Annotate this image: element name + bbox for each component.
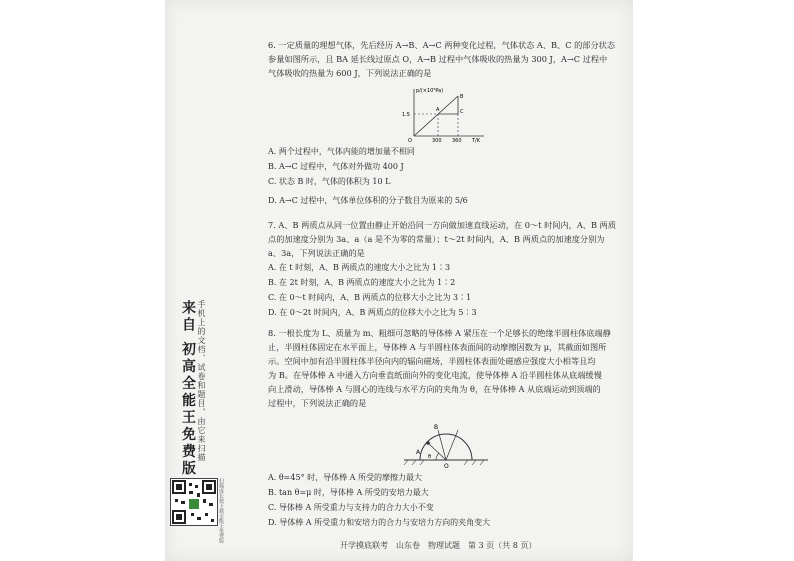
option-c: C. 导体棒 A 所受重力与支持力的合力大小不变: [268, 503, 434, 512]
label-b: B: [434, 424, 439, 431]
page-footer: 开学摸底联考 山东卷 物理试题 第 3 页（共 8 页）: [340, 541, 537, 550]
q8-line: 止，半圆柱体固定在水平面上，导体棒 A 与半圆柱体表面间的动摩擦因数为 μ，其截面如图所: [268, 342, 607, 352]
option-d: D. A→C 过程中，气体单位体积的分子数目为原来的 5/6: [268, 196, 468, 205]
qr-caption: 扫描或长按下载全能王免费版: [218, 478, 224, 543]
q6-line: 6. 一定质量的理想气体，先后经历 A→B、A→C 两种变化过程，气体状态 A、B、C 的部分状态: [268, 40, 616, 50]
option-d: D. 导体棒 A 所受重力和安培力的合力与安培力方向的夹角变大: [268, 518, 491, 527]
watermark-title: 来自 初高全能王免费版: [180, 300, 196, 478]
q6-line: 参量如图所示，且 BA 延长线过原点 O，A→B 过程中气体吸收的热量为 300 J，A→C 过程中: [268, 54, 608, 64]
point-a-label: A: [436, 107, 440, 113]
q6-line: 气体吸收的热量为 600 J，下列说法正确的是: [268, 68, 432, 78]
watermark-subtitle: 手机上的文档、试卷和题目，由它来扫描: [197, 300, 206, 462]
pt-graph: [400, 86, 490, 144]
question-6: [268, 38, 618, 80]
option-a: A. 在 t 时刻，A、B 两质点的速度大小之比为 1∶3: [268, 263, 451, 272]
option-a: A. θ=45° 时，导体棒 A 所受的摩擦力最大: [268, 473, 422, 482]
x-tick-label: 300: [432, 138, 442, 144]
q8-line: 过程中，下列说法正确的是: [268, 398, 367, 408]
point-c-label: C: [460, 109, 464, 115]
q7-line: 点的加速度分别为 3a、a（a 是不为零的常量）；t～2t 时间内，A、B 两质点的加速度分别为: [268, 234, 605, 244]
q7-line: a、3a，下列说法正确的是: [268, 248, 365, 258]
option-b: B. 在 2t 时刻，A、B 两质点的速度大小之比为 1∶2: [268, 278, 456, 287]
q8-line: 8. 一根长度为 L、质量为 m、粗细可忽略的导体棒 A 紧压在一个足够长的绝缘半圆柱体底端静: [268, 328, 611, 338]
option-b: B. tan θ=μ 时，导体棒 A 所受的安培力最大: [268, 488, 429, 497]
q6-options: [268, 144, 618, 208]
q8-line: 示。空间中加有沿半圆柱体半径向内的辐向磁场，半圆柱体表面处磁感应强度大小相等且均: [268, 356, 596, 366]
label-o: O: [444, 463, 449, 470]
option-c: C. 在 0～t 时间内，A、B 两质点的位移大小之比为 3∶1: [268, 293, 472, 302]
half-cylinder-figure: [398, 420, 494, 470]
x-tick-label: 360: [452, 138, 462, 144]
q8-options: [268, 470, 618, 530]
option-c: C. 状态 B 时，气体的体积为 10 L: [268, 177, 391, 186]
point-b-label: B: [460, 94, 464, 100]
y-axis-label: p/(×10⁵Pa): [416, 88, 444, 94]
q8-line: 为 B。在导体棒 A 中通入方向垂直纸面向外的变化电流，使导体棒 A 沿半圆柱体从底端缓慢: [268, 370, 602, 380]
origin-label: O: [408, 138, 412, 144]
qr-code: [170, 478, 218, 526]
label-theta: θ: [428, 454, 432, 460]
option-b: B. A→C 过程中，气体对外做功 400 J: [268, 162, 404, 171]
x-axis-label: T/K: [472, 138, 481, 144]
question-8: [268, 326, 618, 410]
q8-line: 向上滑动，导体棒 A 与圆心的连线与水平方向的夹角为 θ，在导体棒 A 从底端运动到顶端的: [268, 384, 601, 394]
y-tick-label: 1.5: [402, 112, 410, 118]
question-7: [268, 218, 618, 320]
option-d: D. 在 0～2t 时间内，A、B 两质点的位移大小之比为 5∶3: [268, 308, 477, 317]
option-a: A. 两个过程中，气体内能的增加量不相同: [268, 147, 415, 156]
q7-line: 7. A、B 两质点从同一位置由静止开始沿同一方向做加速直线运动，在 0～t 时间内，A、B 两质: [268, 220, 616, 230]
label-a: A: [416, 449, 421, 456]
